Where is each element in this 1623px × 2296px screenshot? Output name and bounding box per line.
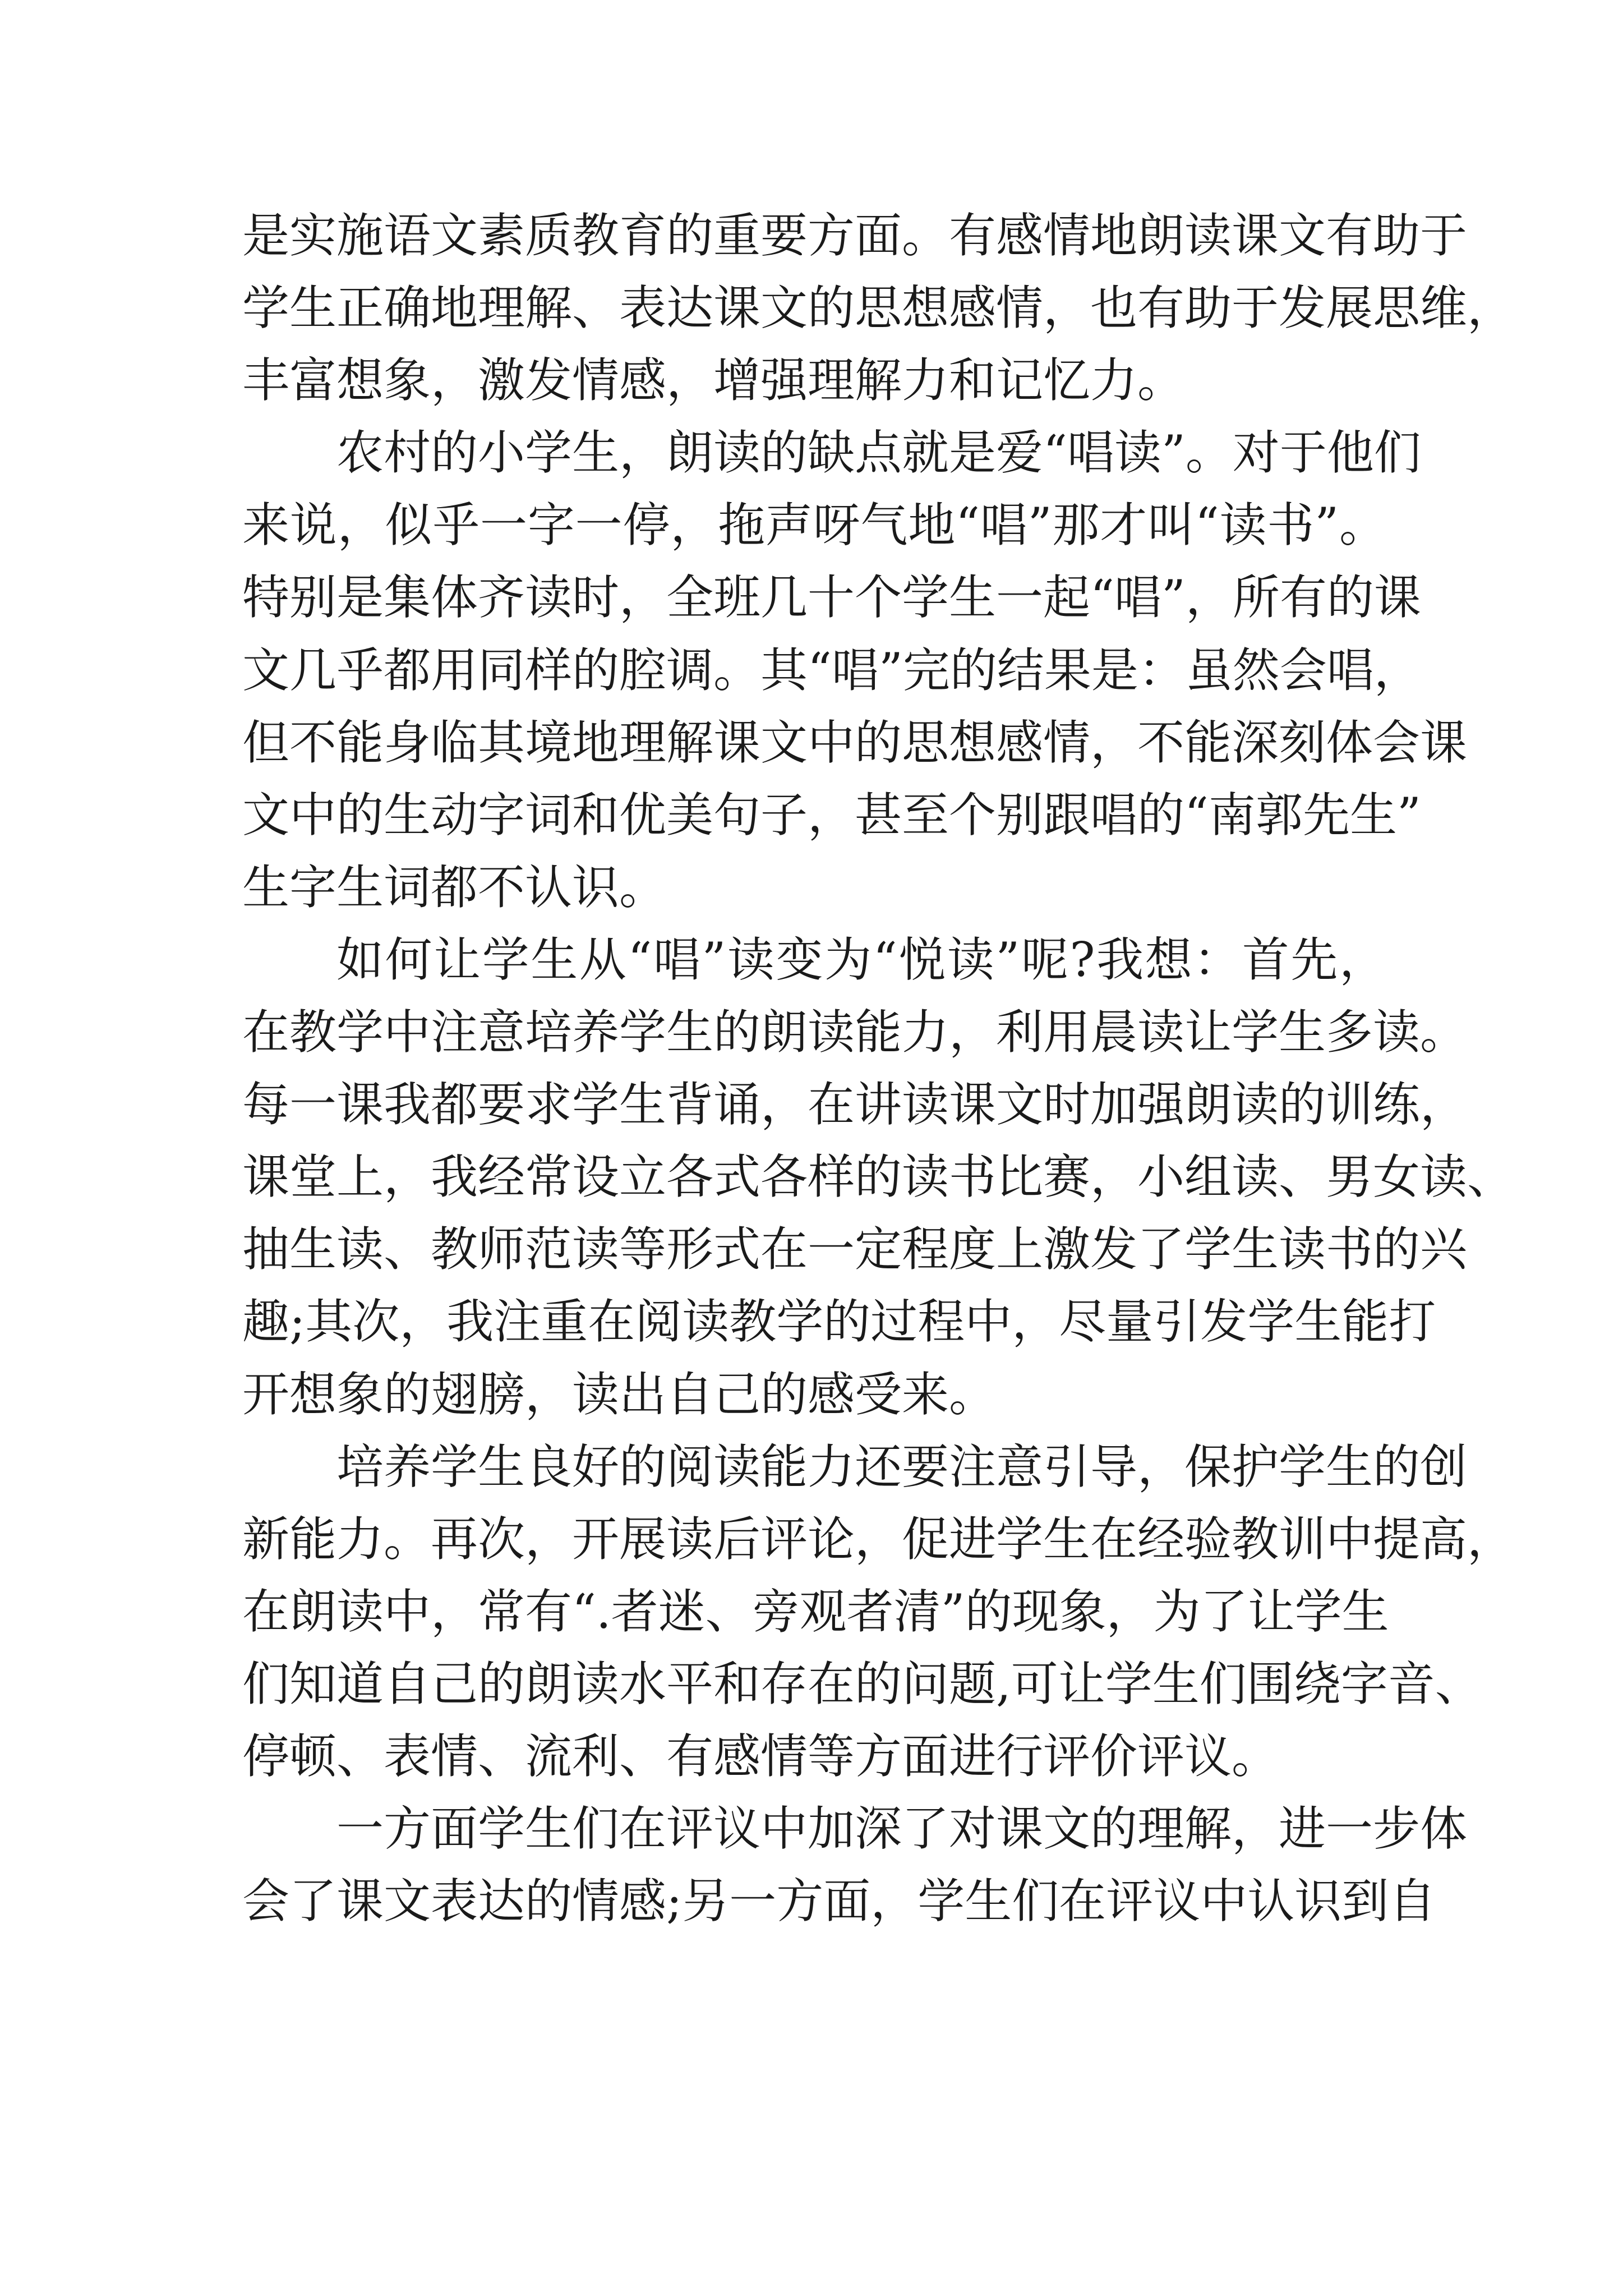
text-line: 在教学中注意培养学生的朗读能力，利用晨读让学生多读。 <box>242 1005 1468 1060</box>
text-line: 开想象的翅膀，读出自己的感受来。 <box>242 1366 997 1422</box>
text-line: 是实施语文素质教育的重要方面。有感情地朗读课文有助于 <box>242 208 1468 263</box>
paragraph-3 <box>242 924 1515 1431</box>
text-line: 们知道自己的朗读水平和存在的问题,可让学生们围绕字音、 <box>242 1656 1482 1711</box>
text-line: 但不能身临其境地理解课文中的思想感情，不能深刻体会课 <box>242 715 1468 770</box>
text-line: 抽生读、教师范读等形式在一定程度上激发了学生读书的兴 <box>242 1222 1468 1277</box>
paragraph-4 <box>242 1431 1515 1793</box>
text-line: 如何让学生从“唱”读变为“悦读”呢?我想：首先， <box>336 932 1386 987</box>
text-line: 在朗读中，常有“.者迷、旁观者清”的现象，为了让学生 <box>242 1584 1389 1639</box>
paragraph-1 <box>242 200 1515 417</box>
text-line: 停顿、表情、流利、有感情等方面进行评价评议。 <box>242 1728 1279 1784</box>
text-line: 趣;其次，我注重在阅读教学的过程中，尽量引发学生能打 <box>242 1294 1436 1350</box>
text-line: 丰富想象，激发情感，增强理解力和记忆力。 <box>242 353 1185 408</box>
text-line: 学生正确地理解、表达课文的思想感情，也有助于发展思维， <box>242 280 1515 336</box>
document-body <box>242 200 1515 1938</box>
text-line: 农村的小学生，朗读的缺点就是爱“唱读”。对于他们 <box>336 425 1421 481</box>
paragraph-2 <box>242 417 1468 924</box>
text-line: 新能力。再次，开展读后评论，促进学生在经验教训中提高， <box>242 1511 1515 1567</box>
text-line: 生字生词都不认识。 <box>242 859 667 915</box>
text-line: 文中的生动字词和优美句子，甚至个别跟唱的“南郭先生” <box>242 787 1421 843</box>
text-line: 会了课文表达的情感;另一方面，学生们在评议中认识到自 <box>242 1874 1436 1929</box>
text-line: 每一课我都要求学生背诵，在讲读课文时加强朗读的训练， <box>242 1077 1468 1133</box>
text-line: 一方面学生们在评议中加深了对课文的理解，进一步体 <box>336 1801 1468 1857</box>
text-line: 课堂上，我经常设立各式各样的读书比赛，小组读、男女读、 <box>242 1149 1515 1205</box>
text-line: 文几乎都用同样的腔调。其“唱”完的结果是：虽然会唱， <box>242 642 1421 698</box>
text-line: 培养学生良好的阅读能力还要注意引导，保护学生的创 <box>336 1439 1468 1494</box>
paragraph-5 <box>242 1793 1468 1938</box>
text-line: 特别是集体齐读时，全班几十个学生一起“唱”，所有的课 <box>242 570 1421 625</box>
text-line: 来说，似乎一字一停，拖声呀气地“唱”那才叫“读书”。 <box>242 498 1386 553</box>
